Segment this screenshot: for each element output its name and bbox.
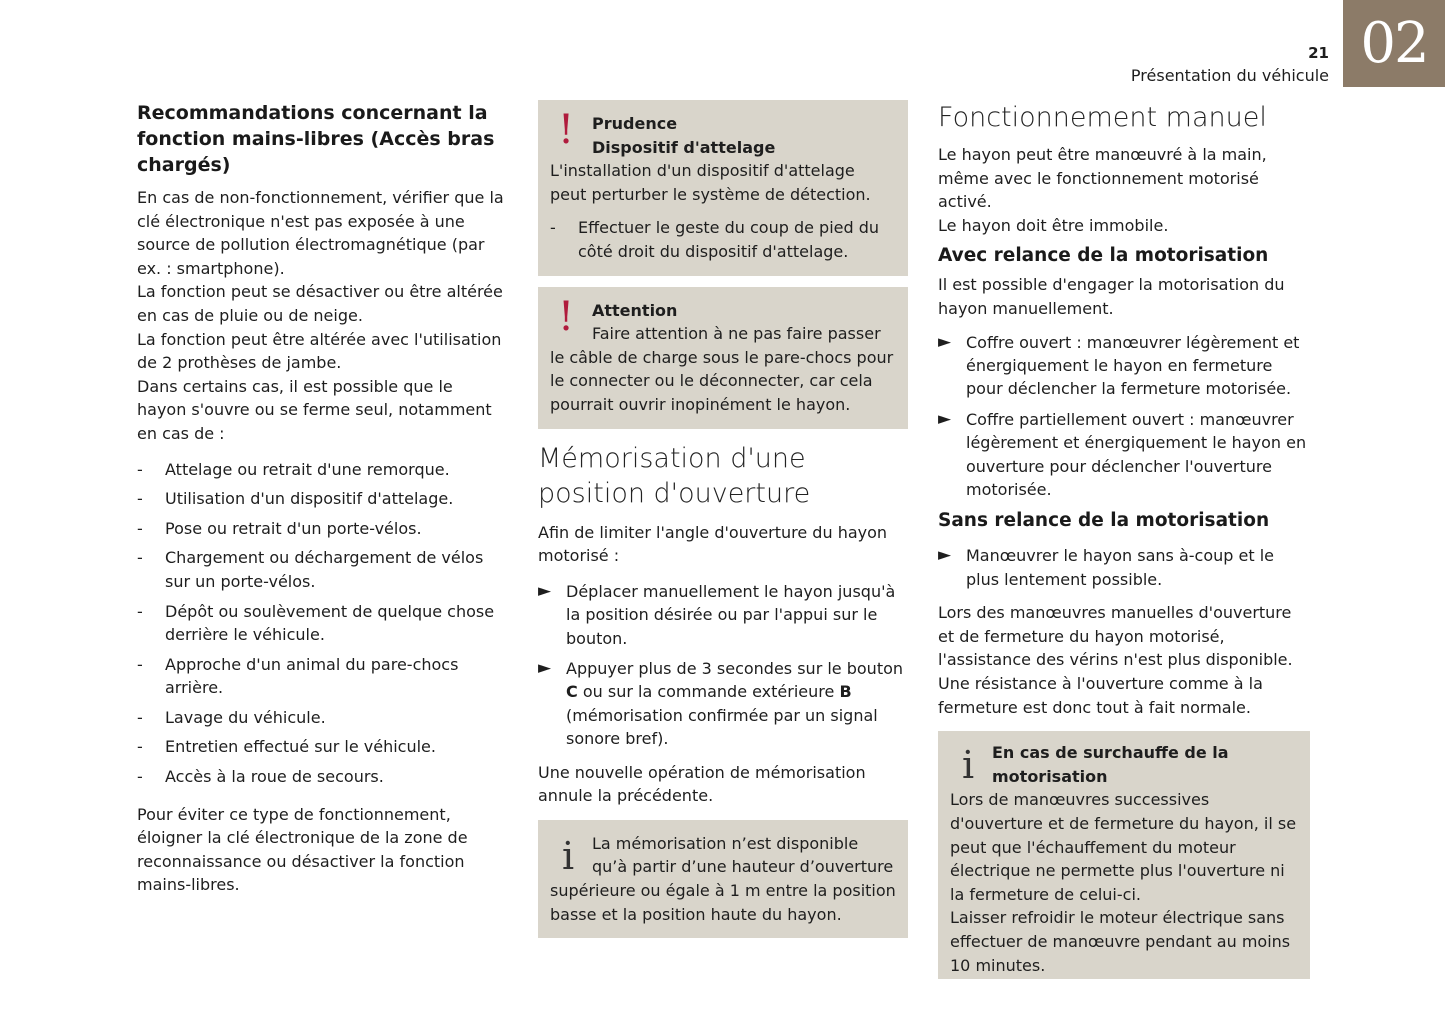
list-item: ► Coffre ouvert : manœuvrer légèrement et énergiquement le hayon en fermeture pour déclencher la fermeture motorisée.: [938, 331, 1300, 399]
attention-text-rest: le câble de charge sous le pare-chocs pour le connecter ou le déconnecter, car cela pourrait ouvrir inopinément le hayon.: [550, 347, 894, 414]
prudence-title: Prudence: [592, 114, 678, 133]
prudence-subtitle: Dispositif d'attelage: [592, 137, 776, 157]
dash-bullet: -: [137, 489, 143, 509]
with-motor-list: [938, 331, 1310, 502]
memorisation-outro: Une nouvelle opération de mémorisation annule la précédente.: [538, 762, 866, 806]
without-motor-heading: Sans relance de la motorisation: [938, 510, 1270, 532]
page-number: 21: [1308, 44, 1329, 62]
overheat-text-1: Lors de manœuvres successives d'ouverture et de fermeture du hayon, il se peut que l'échauffement du moteur électrique ne permette plus l'ouverture ni la fermeture de celui-ci.: [950, 790, 1297, 904]
prudence-box: [538, 100, 908, 276]
list-item: - Entretien effectué sur le véhicule.: [137, 735, 507, 759]
dash-bullet: -: [137, 737, 143, 757]
dash-bullet: -: [137, 654, 143, 674]
with-motor-heading: Avec relance de la motorisation: [938, 245, 1269, 267]
attention-box: [538, 287, 908, 429]
without-motor-list: [938, 544, 1310, 591]
warning-exclamation-icon: !: [558, 293, 575, 340]
overheat-title: En cas de surchauffe de la motorisation: [992, 743, 1229, 786]
dash-bullet: -: [137, 518, 143, 538]
list-item: ► Manœuvrer le hayon sans à-coup et le plus lentement possible.: [938, 545, 1275, 589]
column-right: [938, 100, 1310, 979]
chapter-tab: 02: [1343, 0, 1445, 87]
cases-list: [137, 458, 507, 789]
memorisation-heading: Mémorisation d'une position d'ouverture: [538, 442, 811, 509]
prudence-text: L'installation d'un dispositif d'attelage peut perturber le système de détection.: [550, 161, 871, 204]
manual-paragraph: Lors des manœuvres manuelles d'ouverture et de fermeture du hayon motorisé, l'assistance des vérins n'est plus disponible. Une résistance à l'ouverture comme à la fermeture est donc tout à fait normale.: [938, 603, 1293, 717]
list-item: - Approche d'un animal du pare-chocs arrière.: [137, 654, 459, 698]
list-item: - Dépôt ou soulèvement de quelque chose derrière le véhicule.: [137, 601, 495, 645]
manual-intro-2: Le hayon doit être immobile.: [938, 215, 1169, 235]
info-text-first: La mémorisation n’est disponible qu’à partir d’une hauteur d’ouverture: [592, 833, 894, 877]
manual-heading: Fonctionnement manuel: [938, 102, 1267, 133]
arrow-bullet-icon: ►: [938, 331, 952, 352]
arrow-bullet-icon: ►: [938, 545, 952, 566]
list-item: - Attelage ou retrait d'une remorque.: [137, 458, 507, 482]
list-item: - Effectuer le geste du coup de pied du côté droit du dispositif d'attelage.: [550, 218, 880, 261]
warning-exclamation-icon: !: [558, 107, 575, 153]
arrow-bullet-icon: ►: [538, 657, 552, 678]
dash-bullet: -: [137, 548, 143, 568]
dash-bullet: -: [137, 767, 143, 787]
column-left: [137, 100, 507, 897]
arrow-bullet-icon: ►: [538, 580, 552, 601]
dash-bullet: -: [137, 707, 143, 727]
section-title: Présentation du véhicule: [1130, 66, 1329, 85]
list-item: - Chargement ou déchargement de vélos sur un porte-vélos.: [137, 548, 484, 591]
list-item: ► Appuyer plus de 3 secondes sur le bouton C ou sur la commande extérieure B (mémorisation confirmée par un signal sonore bref).: [538, 657, 904, 749]
column-middle: [538, 100, 908, 938]
manual-intro-1: Le hayon peut être manœuvré à la main, même avec le fonctionnement motorisé activé.: [938, 145, 1267, 212]
list-item: - Utilisation d'un dispositif d'attelage.: [137, 487, 507, 511]
list-item: ► Déplacer manuellement le hayon jusqu'à la position désirée ou par l'appui sur le bouton.: [538, 580, 896, 648]
intro-paragraph-4: Dans certains cas, il est possible que le hayon s'ouvre ou se ferme seul, notamment en cas de :: [137, 376, 492, 443]
memorisation-info-box: [538, 820, 908, 938]
arrow-bullet-icon: ►: [938, 408, 952, 429]
overheat-text-2: Laisser refroidir le moteur électrique sans effectuer de manœuvre pendant au moins 10 minutes.: [950, 908, 1291, 975]
outro-paragraph: Pour éviter ce type de fonctionnement, éloigner la clé électronique de la zone de reconnaissance ou désactiver la fonction mains-libres.: [137, 804, 468, 895]
attention-text-first: Faire attention à ne pas faire passer: [592, 324, 881, 344]
list-item: - Lavage du véhicule.: [137, 706, 507, 730]
memorisation-intro: Afin de limiter l'angle d'ouverture du hayon motorisé :: [538, 522, 888, 566]
intro-paragraph-1: En cas de non-fonctionnement, vérifier que la clé électronique n'est pas exposée à une source de pollution électromagnétique (par ex. : smartphone).: [137, 188, 504, 278]
info-text-rest: supérieure ou égale à 1 m entre la position basse et la position haute du hayon.: [550, 880, 896, 924]
memorisation-steps: [538, 580, 908, 751]
attention-title: Attention: [592, 300, 678, 320]
dash-bullet: -: [550, 218, 556, 238]
info-icon: i: [562, 833, 575, 878]
intro-paragraph-3: La fonction peut être altérée avec l'utilisation de 2 prothèses de jambe.: [137, 329, 502, 373]
recommendations-heading: Recommandations concernant la fonction mains-libres (Accès bras chargés): [137, 102, 495, 176]
info-icon: i: [962, 743, 975, 788]
list-item: ► Coffre partiellement ouvert : manœuvrer légèrement et énergiquement le hayon en ouverture pour déclencher l'ouverture motorisée.: [938, 408, 1307, 499]
intro-paragraph-2: La fonction peut se désactiver ou être altérée en cas de pluie ou de neige.: [137, 282, 503, 325]
list-item: - Pose ou retrait d'un porte-vélos.: [137, 517, 507, 541]
dash-bullet: -: [137, 601, 143, 621]
with-motor-text: Il est possible d'engager la motorisation du hayon manuellement.: [938, 275, 1285, 318]
list-item: - Accès à la roue de secours.: [137, 765, 507, 789]
dash-bullet: -: [137, 459, 143, 479]
overheat-info-box: [938, 731, 1310, 979]
